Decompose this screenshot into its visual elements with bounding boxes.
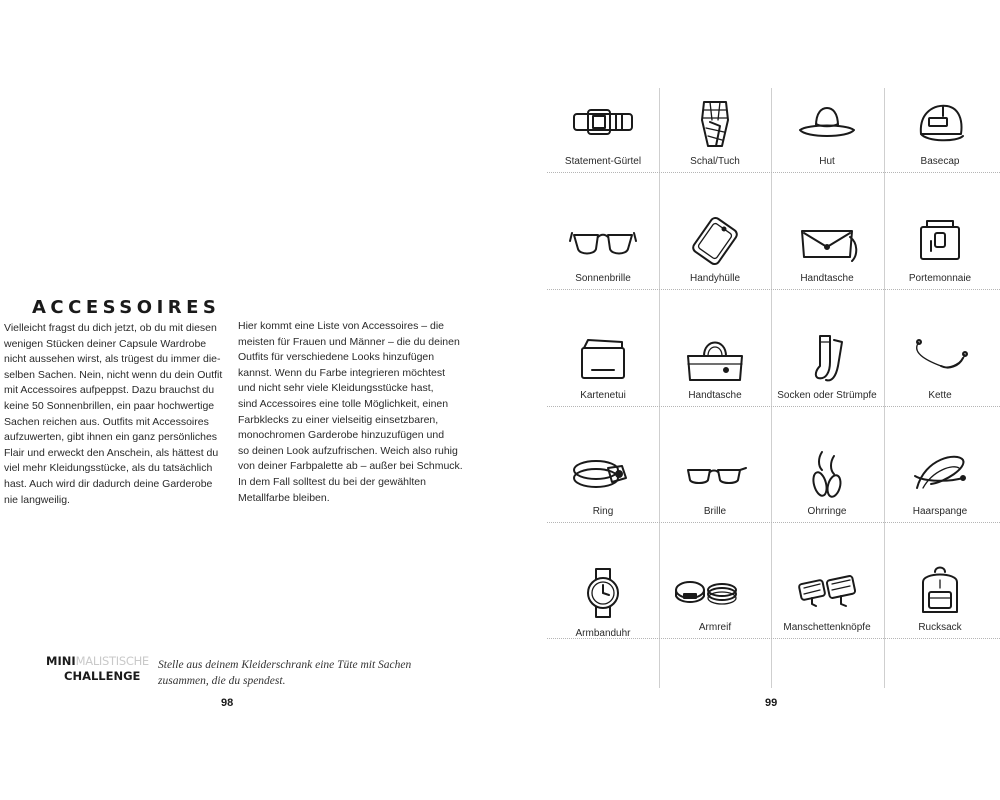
accessory-item [771, 444, 883, 561]
accessory-item [659, 560, 771, 677]
accessory-item [547, 211, 659, 328]
necklace-icon [905, 332, 975, 384]
challenge-label-challenge: CHALLENGE [64, 669, 141, 683]
accessory-item [547, 444, 659, 561]
accessory-label: Handyhülle [689, 273, 741, 284]
accessory-item [884, 94, 996, 211]
accessories-grid [547, 88, 1000, 688]
accessory-item [659, 328, 771, 445]
page-number-left: 98 [221, 697, 234, 709]
accessory-label: Ohrringe [807, 506, 847, 517]
accessory-item [659, 211, 771, 328]
accessory-label: Portemonnaie [908, 273, 972, 284]
accessory-item [884, 444, 996, 561]
challenge-text: Stelle aus deinem Kleiderschrank eine Tüte mit Sachen zusammen, die du spendest. [158, 659, 412, 687]
page-number-right: 99 [765, 697, 778, 709]
phone-case-icon [680, 215, 750, 267]
accessory-item [771, 328, 883, 445]
accessory-label: Schal/Tuch [690, 156, 740, 167]
accessory-item [659, 444, 771, 561]
accessory-label: Handtasche [688, 390, 742, 401]
accessory-label: Armreif [698, 622, 732, 633]
sunglasses-icon [568, 215, 638, 267]
accessory-item [884, 560, 996, 677]
ring-icon [568, 448, 638, 500]
accessory-item [547, 94, 659, 211]
accessory-label: Haarspange [912, 506, 968, 517]
accessory-item [547, 560, 659, 677]
hat-icon [792, 98, 862, 150]
accessory-label: Handtasche [800, 273, 854, 284]
accessory-label: Manschettenknöpfe [783, 622, 871, 633]
accessory-label: Rucksack [918, 622, 962, 633]
accessory-item [547, 328, 659, 445]
earrings-icon [792, 448, 862, 500]
accessory-label: Armbanduhr [575, 628, 631, 639]
wallet-icon [905, 215, 975, 267]
accessory-label: Socken oder Strümpfe [777, 390, 877, 401]
accessory-item [659, 94, 771, 211]
challenge-label-malistische: MALISTISCHE [75, 654, 149, 668]
challenge-label-mini: MINI [46, 654, 76, 668]
accessory-item [771, 211, 883, 328]
accessory-item [771, 560, 883, 677]
section-heading: ACCESSOIRES [32, 297, 221, 318]
body-text-right: Hier kommt eine Liste von Accessoires – die meisten für Frauen und Männer – die du deinen Outfits für verschiedene Looks hinzufügen kannst. Wenn du Farbe integrieren möchtest und nicht sehr viele Kleidungsstücke hast, sind Accessoires eine tolle Möglichkeit, einen Farbklecks zu einer vielseitig einsetzbaren, monochromen Garderobe hinzuzufügen und so deinen Look aufzufrischen. Weich also ruhig von deiner Farbpalette ab – außer bei Schmuck. In dem Fall solltest du bei der gewählten Metallfarbe bleiben. [238, 320, 463, 504]
accessory-label: Sonnenbrille [575, 273, 631, 284]
accessory-item [884, 211, 996, 328]
scarf-icon [680, 98, 750, 150]
handbag-icon [680, 332, 750, 384]
cap-icon [905, 98, 975, 150]
accessory-label: Hut [819, 156, 835, 167]
hair-clip-icon [905, 448, 975, 500]
accessory-item [884, 328, 996, 445]
bracelet-icon [653, 564, 757, 616]
socks-icon [792, 332, 862, 384]
accessory-label: Kartenetui [580, 390, 626, 401]
watch-icon [568, 564, 638, 622]
cufflinks-icon [792, 564, 862, 616]
accessory-label: Basecap [920, 156, 960, 167]
body-text-left: Vielleicht fragst du dich jetzt, ob du mit diesen wenigen Stücken deiner Capsule Wardrobe nicht aussehen wirst, als trügest du immer die- selben Sachen. Nein, nicht wenn du dein Outfit mit Accessoires aufpeppst. Dazu brauchst du keine 50 Sonnenbrillen, ein paar hochwertige Sachen reichen aus. Outfits mit Accessoires aufzuwerten, gibt ihnen ein ganz persönliches Flair und erweckt den Anschein, als hättest du viel mehr Kleidungsstücke, als du tatsächlich hast. Auch wird dir dadurch deine Garderobe nie langweilig. [4, 322, 223, 506]
accessory-item [771, 94, 883, 211]
backpack-icon [905, 564, 975, 616]
challenge-label [46, 654, 149, 684]
belt-icon [568, 98, 638, 150]
accessory-label: Kette [928, 390, 952, 401]
accessory-label: Statement-Gürtel [564, 156, 642, 167]
accessory-label: Ring [592, 506, 614, 517]
clutch-bag-icon [792, 215, 862, 267]
card-case-icon [568, 332, 638, 384]
glasses-icon [680, 448, 750, 500]
accessory-label: Brille [703, 506, 727, 517]
